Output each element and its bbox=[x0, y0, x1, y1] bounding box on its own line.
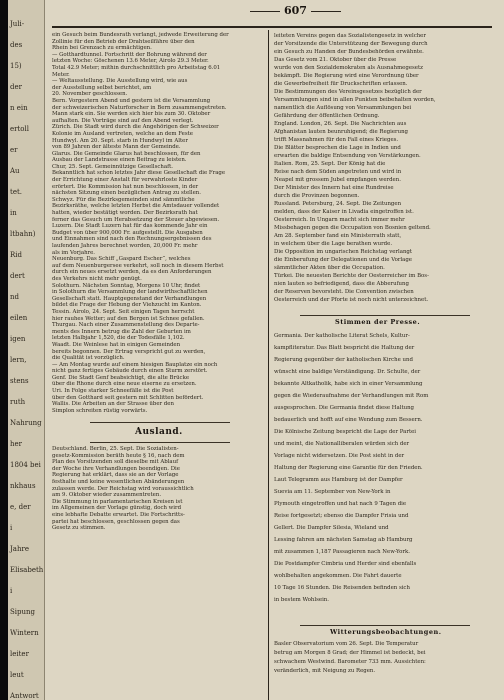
text-line: — Am Montag wurde auf einem hiesigen Bauplatze ein noch bbox=[52, 361, 218, 368]
text-line: Gesetz zu stimmen. bbox=[52, 525, 106, 532]
text-line: im Allgemeinen der Vorlage günstig, doch wird bbox=[52, 505, 182, 512]
text-line: trifft Massnahmen für den Fall eines Krieges. bbox=[274, 137, 399, 143]
text-line: Deutschland. Berlin, 25. Sept. Die Sozialisten- bbox=[52, 446, 179, 452]
text-line: Wallis. Die Arbeiten an der Strasse über den bbox=[52, 401, 174, 408]
text-line: kampfliteratur. Das Blatt bespricht die Haltung der bbox=[274, 345, 415, 351]
text-line: wünscht eine baldige Verständigung. Dr. Schulte, der bbox=[274, 369, 421, 375]
text-line: von 89 Jahren der älteste Mann der Gemeinde. bbox=[52, 144, 181, 151]
text-line: bekämpft. Die Regierung wird eine Verordnung über bbox=[274, 73, 419, 79]
text-line: mit zusammen 1,187 Passagieren nach New-York. bbox=[274, 549, 410, 555]
text-line: Gesellschaft statt. Hauptgegenstand der Verhandlungen bbox=[52, 295, 207, 302]
text-line: veränderlich, mit Neigung zu Regen. bbox=[274, 668, 376, 674]
text-line: Schwyz. Für die Bezirksgemeinden sind sämmtliche bbox=[52, 196, 195, 203]
text-line: Thurgau. Nach einer Zusammenstellung des Departe- bbox=[52, 322, 200, 329]
strip-fragment: leut bbox=[10, 671, 24, 679]
text-line: der Ausstellung selbst berichtet, am bbox=[52, 84, 152, 91]
text-line: Missbehagen gegen die Occupation von Bosnien geltend. bbox=[274, 225, 431, 231]
text-line: Waadt. Die Weinlese hat in einigen Gemeinden bbox=[52, 341, 181, 348]
strip-fragment: nkhaus bbox=[10, 482, 36, 490]
press-title: Stimmen der Presse. bbox=[335, 318, 421, 326]
text-line: Gefährdung der öffentlichen Ordnung. bbox=[274, 113, 380, 119]
text-line: melden, dass der Kaiser in Livadia eingetroffen ist. bbox=[274, 209, 414, 215]
text-line: der Vorsitzende die Unterstützung der Bewegung durch bbox=[274, 41, 428, 47]
text-line: bedauerlich und hofft auf eine Wendung zum Bessern. bbox=[274, 417, 423, 423]
text-line: die Gewerbefreiheit für Druckschriften erlassen. bbox=[274, 81, 408, 87]
text-line: durch die Provinzen begonnen. bbox=[274, 193, 360, 199]
header-rule bbox=[52, 26, 492, 28]
strip-fragment: in bbox=[10, 209, 17, 217]
strip-fragment: Rid bbox=[10, 251, 22, 259]
strip-fragment: n ein bbox=[10, 104, 28, 112]
text-line: Die Postdampfer Cimbria und Herder sind ebenfalls bbox=[274, 561, 417, 567]
text-line: und meint, die Nationalliberalen würden sich der bbox=[274, 441, 410, 447]
text-line: letzten Woche: Göschenen 13.6 Meter, Airolo 29.3 Meter. bbox=[52, 58, 209, 65]
text-line: der Errichtung einer Anstalt für verwahrloste Kinder bbox=[52, 177, 198, 184]
strip-fragment: her bbox=[10, 440, 22, 448]
strip-fragment: Sipung bbox=[10, 608, 36, 616]
text-line: England. London, 26. Sept. Die Nachrichten aus bbox=[274, 121, 407, 127]
text-line: ausgesprochen. Die Germania findet diese Haltung bbox=[274, 405, 415, 411]
text-line: Die Kölnische Zeitung bespricht die Lage der Partei bbox=[274, 429, 417, 435]
text-line: Meter. bbox=[52, 71, 70, 78]
text-line: Luzern. Die Stadt Luzern hat für das kommende Jahr ein bbox=[52, 223, 208, 230]
text-line: Bern. Vorgestern Abend und gestern ist die Versammlung bbox=[52, 97, 211, 104]
text-line: Bezirksräthe, welche letzten Herbst die Amtsdauer vollendet bbox=[52, 203, 220, 210]
text-line: in Solothurn die Versammlung der landwirthschaftlichen bbox=[52, 289, 208, 296]
text-line: betrug am Morgen 8 Grad; der Himmel ist bedeckt, bei bbox=[274, 650, 426, 656]
text-line: zulassen werde. Der Reichstag wird voraussichtlich bbox=[52, 485, 194, 492]
strip-fragment: 15) bbox=[10, 62, 22, 70]
text-line: der Reserven bevorsteht. Die Convention zwischen bbox=[274, 289, 414, 295]
text-line: Total 42.9 Meter; mithin durchschnittlich pro Arbeitstag 6.01 bbox=[52, 64, 221, 71]
text-line: Plan des Vorsitzenden soll dieselbe mit Ablauf bbox=[52, 459, 179, 466]
text-line: ein Gesuch beim Bundesrath verlangt, jedwede Erweiterung der bbox=[52, 32, 229, 38]
right-column-top bbox=[274, 32, 490, 312]
page-number: 607 bbox=[250, 4, 341, 17]
text-line: wurde von den Sozialdemokraten als Ausnahmegesetz bbox=[274, 65, 423, 71]
column-divider bbox=[268, 30, 269, 700]
text-line: erörtert. Die Kommission hat nun beschlossen, in der bbox=[52, 183, 199, 190]
text-line: laufenden Jahres berechnet worden, 20,000 Fr. mehr bbox=[52, 243, 198, 249]
text-line: Türkei. Die neuesten Berichte der Oesterreicher im Bos- bbox=[274, 273, 429, 279]
text-line: in welchem über die Lage berathen wurde. bbox=[274, 241, 393, 247]
text-line: die Einberufung der Delegationen und die Vorlage bbox=[274, 257, 412, 263]
text-line: Oesterreich. In Ungarn macht sich immer mehr bbox=[274, 217, 405, 223]
separator bbox=[90, 422, 230, 423]
text-line: Ausbau der Landstrasse einen Beitrag zu leisten. bbox=[52, 157, 187, 164]
text-line: sämmtlicher Akten über die Occupation. bbox=[274, 265, 385, 271]
text-line: Die Stimmung in parlamentarischen Kreisen ist bbox=[52, 498, 183, 505]
text-line: Laut Telegramm aus Hamburg ist der Dampfer bbox=[274, 477, 403, 483]
strip-fragment: igen bbox=[10, 335, 26, 343]
text-line: Das Gesetz vom 21. Oktober über die Presse bbox=[274, 57, 397, 63]
text-line: Gellert. Die Dampfer Silesia, Wieland und bbox=[274, 525, 389, 531]
text-line: Solothurn. Nächsten Sonntag, Morgens 10 Uhr, findet bbox=[52, 282, 201, 289]
text-line: Zollinie für den Betrieb der Drahtseilfähre über den bbox=[52, 38, 195, 45]
text-line: Chur, 25. Sept. Gemeinnützige Gesellschaft. bbox=[52, 163, 173, 170]
strip-fragment: Wintern bbox=[10, 629, 39, 637]
text-line: eine lebhafte Debatte erwartet. Die Fortschritts- bbox=[52, 511, 185, 518]
strip-fragment: Au bbox=[10, 167, 20, 175]
strip-fragment: Antwort bbox=[10, 692, 39, 700]
text-line: namentlich die Auflösung von Versammlungen bei bbox=[274, 105, 412, 111]
text-line: Budget von über 900,000 Fr. aufgestellt. Die Ausgaben bbox=[52, 229, 203, 236]
text-line: Regierung gegenüber der katholischen Kirche und bbox=[274, 357, 413, 363]
strip-fragment: nd bbox=[10, 293, 19, 301]
text-line: auf dem Neuenburgersee verkehrt, soll noch in diesem Herbst bbox=[52, 262, 224, 269]
strip-fragment: eilen bbox=[10, 314, 28, 322]
text-line: erwarten die baldige Entsendung von Verstärkungen. bbox=[274, 153, 421, 159]
strip-fragment: e, der bbox=[10, 503, 31, 511]
strip-fragment: 1804 bei bbox=[10, 461, 41, 469]
text-line: festhalte und keine wesentlichen Abänderungen bbox=[52, 478, 185, 485]
text-line: Genf. Die Stadt Genf beabsichtigt, die alte Brücke bbox=[52, 374, 190, 381]
text-line: der Woche ihre Verhandlungen beendigen. Die bbox=[52, 465, 180, 472]
text-line: hier rauhes Wetter; auf den Bergen ist Schnee gefallen. bbox=[52, 315, 205, 322]
text-line: Kolonie im Ausland vertreten, welche an dem Feste bbox=[52, 130, 193, 137]
text-line: Die Opposition im ungarischen Reichstag verlangt bbox=[274, 249, 413, 255]
text-line: in bestem Wohlsein. bbox=[274, 597, 329, 603]
text-line: Lessing fahren am nächsten Samstag ab Hamburg bbox=[274, 537, 413, 543]
left-column-bottom bbox=[52, 446, 264, 700]
text-line: am 9. Oktober wieder zusammentreten. bbox=[52, 492, 162, 499]
text-line: des Verkehrs nicht mehr genügt. bbox=[52, 275, 142, 282]
text-line: bereits begonnen. Der Ertrag verspricht gut zu werden, bbox=[52, 348, 206, 355]
text-line: Reise nach dem Süden angetreten und wird in bbox=[274, 169, 402, 175]
separator bbox=[90, 442, 230, 443]
left-column-top bbox=[52, 32, 264, 422]
strip-fragment: er bbox=[10, 146, 18, 154]
right-column-press bbox=[274, 330, 490, 620]
strip-fragment: Elisabeth bbox=[10, 566, 44, 574]
section-heading: Ausland. bbox=[135, 427, 183, 437]
text-line: 10 Tage 16 Stunden. Die Reisenden befinden sich bbox=[274, 585, 410, 591]
text-line: Die Bestimmungen des Vereinsgesetzes bezüglich der bbox=[274, 89, 422, 95]
text-line: Russland. Petersburg, 24. Sept. Die Zeitungen bbox=[274, 201, 402, 207]
text-line: 20. November geschlossen. bbox=[52, 91, 128, 98]
text-line: Simplon schreiten rüstig vorwärts. bbox=[52, 407, 148, 414]
text-line: Zürich. Die Stadt wird durch die Angehörigen der Schweizer bbox=[52, 124, 219, 131]
text-line: schwachem Westwind. Barometer 733 mm. Aussichten: bbox=[274, 659, 426, 665]
strip-fragment: Nahrung bbox=[10, 419, 42, 427]
text-line: Vorlage nicht widersetzen. Die Post sieht in der bbox=[274, 453, 405, 459]
text-line: gesetz-Kommission beräth heute § 16, nach dem bbox=[52, 452, 185, 459]
text-line: Basler Observatorium vom 26. Sept. Die Temperatur bbox=[274, 641, 419, 647]
text-line: Plymouth eingetroffen und hat nach 9 Tagen die bbox=[274, 501, 407, 507]
text-line: nien lauten so befriedigend, dass die Abberufung bbox=[274, 281, 409, 287]
strip-fragment: lern, bbox=[10, 356, 27, 364]
strip-fragment: Juli- bbox=[10, 20, 25, 28]
text-line: gegen die Wiederaufnahme der Verhandlungen mit Rom bbox=[274, 393, 429, 399]
text-line: nicht ganz fertiges Gebäude durch einen Sturm zerstört. bbox=[52, 368, 208, 375]
text-line: Rhein bei Grenzach zu ermächtigen. bbox=[52, 45, 152, 52]
strip-fragment: des bbox=[10, 41, 23, 49]
text-line: Tessin. Airolo, 24. Sept. Seit einigen Tagen herrscht bbox=[52, 308, 195, 315]
text-line: über den Gotthard seit gestern mit Schlitten befördert. bbox=[52, 394, 204, 401]
text-line: Die Blätter besprechen die Lage in Indien und bbox=[274, 145, 401, 151]
strip-fragment: leiter bbox=[10, 650, 29, 658]
text-line: hatten, wieder bestätigt worden. Der Bezirksrath hat bbox=[52, 210, 198, 217]
text-line: der schweizerischen Naturforscher in Bern zusammengetreten. bbox=[52, 104, 227, 111]
text-line: Regierung hat erklärt, dass sie an der Vorlage bbox=[52, 472, 179, 479]
text-line: Mann stark ein. Sie werden sich hier bis zum 30. Oktober bbox=[52, 111, 211, 118]
text-line: Suevia am 11. September von New-York in bbox=[274, 489, 391, 495]
text-line: als im Vorjahre. bbox=[52, 249, 96, 256]
strip-fragment: tet. bbox=[10, 188, 22, 196]
text-line: die Qualität ist vorzüglich. bbox=[52, 355, 125, 362]
text-line: ferner das Gesuch um Herabsetzung der Steuer abgewiesen. bbox=[52, 216, 220, 223]
text-line: Neapel mit grossem Jubel empfangen werden. bbox=[274, 177, 401, 183]
strip-fragment: i bbox=[10, 524, 13, 532]
strip-fragment: dert bbox=[10, 272, 25, 280]
text-line: bekannte Altkatholik, habe sich in einer Versammlung bbox=[274, 381, 423, 387]
text-line: Bekanntlich hat schon letztes Jahr diese Gesellschaft die Frage bbox=[52, 170, 226, 177]
previous-page-edge bbox=[8, 0, 45, 700]
text-line: Uri. In Folge starker Schneefälle ist die Post bbox=[52, 388, 174, 395]
strip-fragment: Jahre bbox=[10, 545, 29, 553]
text-line: ein Gesuch zu Handen der Bundesbehörden erwähnte. bbox=[274, 49, 424, 55]
strip-fragment: stens bbox=[10, 377, 29, 385]
text-line: Haltung der Regierung eine Garantie für den Frieden. bbox=[274, 465, 423, 471]
text-line: — Weltausstellung. Die Ausstellung wird, wie aus bbox=[52, 78, 188, 85]
text-line: bildet die Frage der Hebung der Viehzucht im Kanton. bbox=[52, 302, 202, 309]
strip-fragment: i bbox=[10, 587, 13, 595]
text-line: partei hat beschlossen, geschlossen gegen das bbox=[52, 518, 180, 525]
weather-title: Witterungsbeobachtungen. bbox=[330, 628, 442, 636]
text-line: Oesterreich und der Pforte ist noch nicht unterzeichnet. bbox=[274, 297, 429, 303]
weather-text bbox=[274, 640, 490, 698]
strip-fragment: der bbox=[10, 83, 22, 91]
text-line: Reise fortgesetzt; ebenso die Dampfer Frisia und bbox=[274, 513, 409, 519]
text-line: letzten Halbjahr 1,520, die der Todesfälle 1,102. bbox=[52, 335, 185, 342]
strip-fragment: ertoll bbox=[10, 125, 29, 133]
text-line: Afghanistan lauten beunruhigend; die Regierung bbox=[274, 129, 408, 135]
text-line: über die Rhone durch eine neue eiserne zu ersetzen. bbox=[52, 381, 197, 388]
text-line: durch ein neues ersetzt werden, da es den Anforderungen bbox=[52, 269, 212, 276]
text-line: ments des Innern betrug die Zahl der Geburten im bbox=[52, 328, 191, 335]
text-line: Germania. Der katholische Literat Schels, Kultur- bbox=[274, 333, 410, 339]
strip-fragment: ruth bbox=[10, 398, 26, 406]
text-line: wohlbehalten angekommen. Die Fahrt dauerte bbox=[274, 573, 402, 579]
text-line: Hundwyl. Am 20. Sept. starb in Hundwyl im Alter bbox=[52, 137, 188, 144]
text-line: — Gotthardtunnel. Fortschritt der Bohrung während der bbox=[52, 51, 207, 58]
separator bbox=[300, 315, 470, 316]
strip-fragment: ltbahn) bbox=[10, 230, 36, 238]
text-line: Glarus. Die Gemeinde Glarus hat beschlossen, für den bbox=[52, 150, 201, 157]
text-line: Versammlungen sind in allen Punkten beibehalten worden, bbox=[274, 97, 436, 103]
text-line: leiteten Vereins gegen das Sozialistengesetz in welcher bbox=[274, 33, 426, 39]
text-line: und Einnahmen sind nach den Rechnungsergebnissen des bbox=[52, 236, 212, 243]
text-line: Italien. Rom, 25. Sept. Der König hat die bbox=[274, 161, 386, 167]
separator bbox=[300, 625, 470, 626]
text-line: Der Minister des Innern hat eine Rundreise bbox=[274, 185, 394, 191]
text-line: Am 28. September fand ein Ministerrath statt, bbox=[274, 233, 402, 239]
text-line: aufhalten. Die Vorträge sind auf den Abend verlegt. bbox=[52, 117, 194, 124]
text-line: nächsten Sitzung einen bezüglichen Antrag zu stellen. bbox=[52, 190, 201, 197]
text-line: Neuenburg. Das Schiff „Gaspard Escher“, welches bbox=[52, 256, 191, 263]
